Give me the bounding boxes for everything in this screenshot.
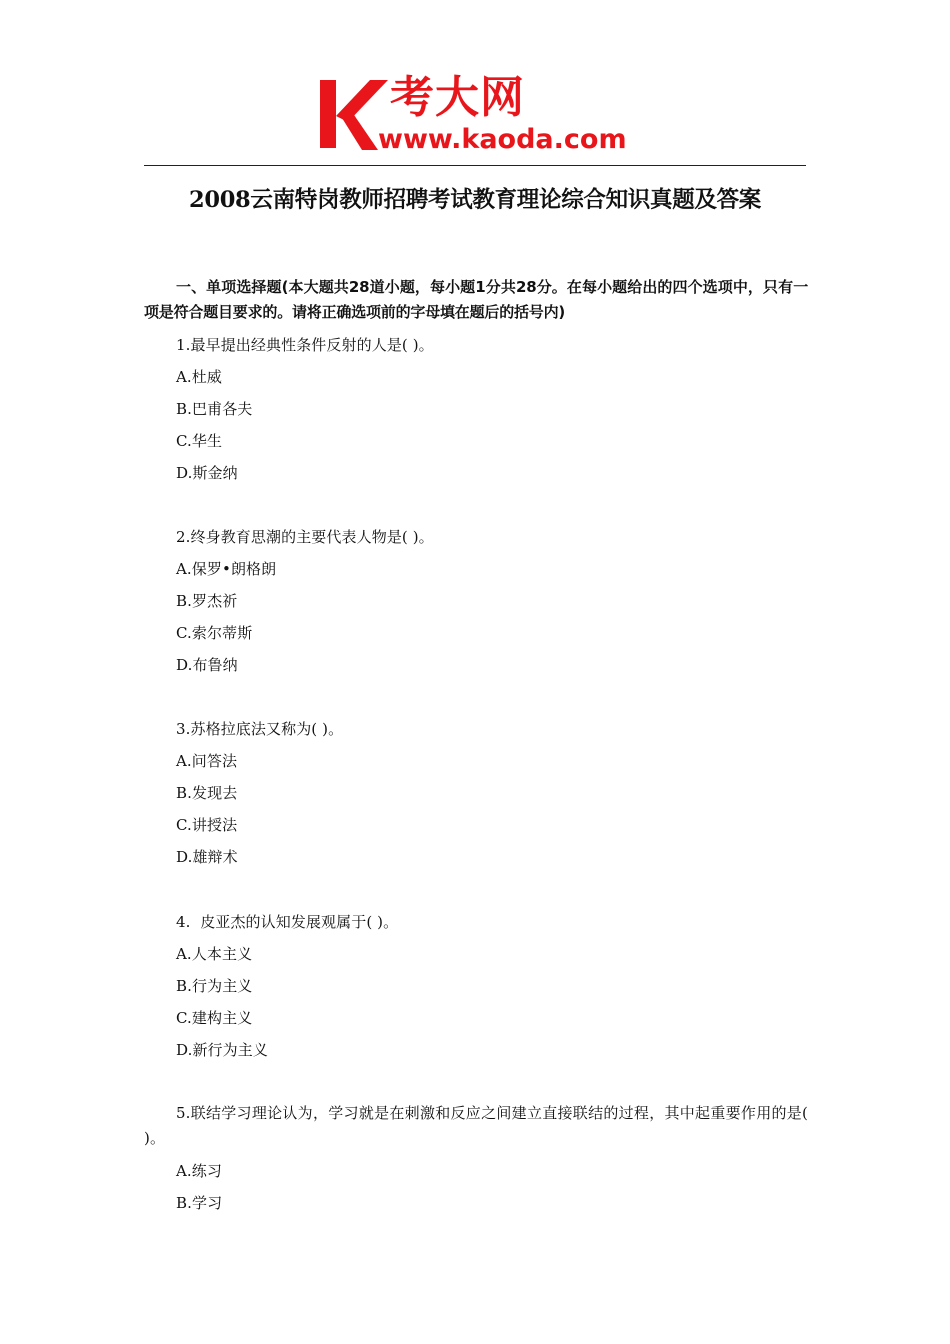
question-1-option-c: C.华生 xyxy=(176,432,223,450)
question-2-stem: 2.终身教育思潮的主要代表人物是( )。 xyxy=(176,528,434,546)
question-2-option-c: C.索尔蒂斯 xyxy=(176,624,253,642)
kaoda-logo xyxy=(318,72,638,158)
section-intro: 一、单项选择题(本大题共28道小题，每小题1分共28分。在每小题给出的四个选项中，只有一项是符合题目要求的。请将正确选项前的字母填在题后的括号内) xyxy=(144,278,808,321)
logo-chinese-text: 考大网 xyxy=(390,72,525,123)
question-1-option-a: A.杜威 xyxy=(176,368,223,386)
question-3-option-b: B.发现去 xyxy=(176,784,238,802)
logo-url-text[interactable]: www.kaoda.com xyxy=(378,124,627,155)
document-title: 2008云南特岗教师招聘考试教育理论综合知识真题及答案 xyxy=(188,187,762,213)
question-2-option-b: B.罗杰祈 xyxy=(176,592,238,610)
question-5-option-a: A.练习 xyxy=(176,1162,223,1180)
question-1-option-d: D.斯金纳 xyxy=(176,464,238,482)
question-1-stem: 1.最早提出经典性条件反射的人是( )。 xyxy=(176,336,434,354)
header-divider xyxy=(144,165,806,166)
question-4-option-d: D.新行为主义 xyxy=(176,1041,268,1059)
question-3-option-d: D.雄辩术 xyxy=(176,848,238,866)
question-3-option-c: C.讲授法 xyxy=(176,816,238,834)
question-3-stem: 3.苏格拉底法又称为( )。 xyxy=(176,720,344,738)
question-4-option-a: A.人本主义 xyxy=(176,945,253,963)
question-5-stem: 5.联结学习理论认为，学习就是在刺激和反应之间建立直接联结的过程，其中起重要作用的是( )。 xyxy=(144,1104,808,1147)
question-1-option-b: B.巴甫各夫 xyxy=(176,400,253,418)
question-2-option-a: A.保罗•朗格朗 xyxy=(176,560,277,578)
question-4-stem: 4. 皮亚杰的认知发展观属于( )。 xyxy=(176,913,399,931)
question-5-option-b: B.学习 xyxy=(176,1194,223,1212)
question-4-option-c: C.建构主义 xyxy=(176,1009,253,1027)
question-4-option-b: B.行为主义 xyxy=(176,977,253,995)
question-3-option-a: A.问答法 xyxy=(176,752,238,770)
question-2-option-d: D.布鲁纳 xyxy=(176,656,238,674)
